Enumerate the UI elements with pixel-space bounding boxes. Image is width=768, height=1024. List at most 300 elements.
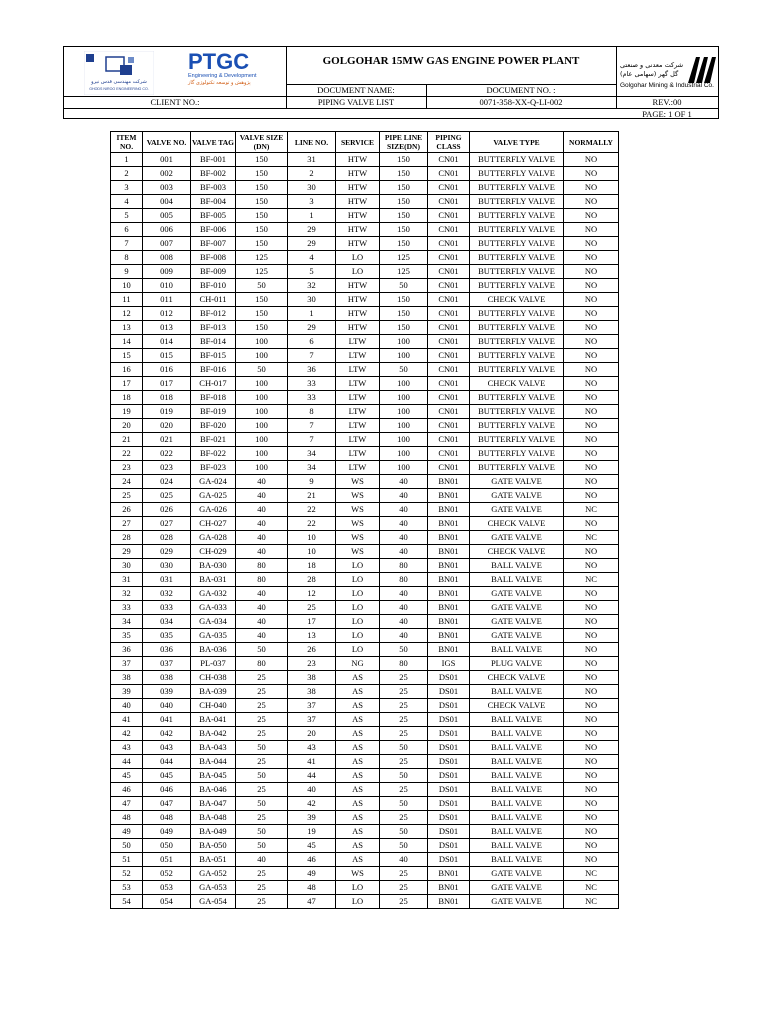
cell-valve-type: GATE VALVE [470, 531, 564, 545]
cell-normally: NO [564, 265, 619, 279]
table-row [111, 181, 619, 195]
cell-valve-type: CHECK VALVE [470, 671, 564, 685]
cell-item-no: 34 [111, 615, 143, 629]
cell-valve-size: 150 [236, 167, 288, 181]
cell-valve-tag: BA-031 [191, 573, 236, 587]
cell-normally: NO [564, 195, 619, 209]
cell-item-no: 6 [111, 223, 143, 237]
cell-valve-no: 002 [143, 167, 191, 181]
cell-valve-size: 25 [236, 811, 288, 825]
cell-valve-size: 80 [236, 573, 288, 587]
cell-piping-class: CN01 [428, 349, 470, 363]
cell-normally: NC [564, 573, 619, 587]
cell-valve-tag: PL-037 [191, 657, 236, 671]
cell-valve-type: BALL VALVE [470, 559, 564, 573]
cell-pipe-line-size: 50 [380, 363, 428, 377]
cell-valve-size: 40 [236, 853, 288, 867]
table-row [111, 433, 619, 447]
cell-valve-size: 50 [236, 741, 288, 755]
cell-normally: NO [564, 741, 619, 755]
cell-valve-size: 40 [236, 587, 288, 601]
cell-valve-no: 020 [143, 419, 191, 433]
cell-valve-size: 80 [236, 657, 288, 671]
cell-service: WS [336, 503, 380, 517]
cell-valve-no: 018 [143, 391, 191, 405]
cell-line-no: 34 [288, 461, 336, 475]
cell-item-no: 31 [111, 573, 143, 587]
cell-valve-size: 40 [236, 475, 288, 489]
cell-valve-size: 25 [236, 713, 288, 727]
cell-normally: NO [564, 685, 619, 699]
cell-valve-type: CHECK VALVE [470, 699, 564, 713]
cell-valve-tag: BA-036 [191, 643, 236, 657]
cell-pipe-line-size: 25 [380, 671, 428, 685]
cell-valve-type: BALL VALVE [470, 853, 564, 867]
cell-valve-type: BUTTERFLY VALVE [470, 167, 564, 181]
cell-normally: NC [564, 881, 619, 895]
cell-valve-tag: BA-049 [191, 825, 236, 839]
cell-valve-tag: BA-050 [191, 839, 236, 853]
cell-valve-type: BUTTERFLY VALVE [470, 265, 564, 279]
cell-valve-no: 012 [143, 307, 191, 321]
cell-valve-no: 003 [143, 181, 191, 195]
cell-piping-class: BN01 [428, 545, 470, 559]
cell-item-no: 4 [111, 195, 143, 209]
cell-service: LTW [336, 447, 380, 461]
cell-line-no: 30 [288, 293, 336, 307]
cell-normally: NO [564, 279, 619, 293]
cell-valve-tag: BA-048 [191, 811, 236, 825]
document-no-label: DOCUMENT NO. : [486, 85, 556, 95]
cell-normally: NO [564, 769, 619, 783]
cell-valve-type: CHECK VALVE [470, 377, 564, 391]
cell-piping-class: DS01 [428, 783, 470, 797]
cell-normally: NC [564, 867, 619, 881]
cell-piping-class: CN01 [428, 419, 470, 433]
cell-item-no: 52 [111, 867, 143, 881]
cell-service: AS [336, 783, 380, 797]
col-service: SERVICE [336, 132, 380, 153]
project-title: GOLGOHAR 15MW GAS ENGINE POWER PLANT [322, 55, 580, 67]
table-row [111, 741, 619, 755]
cell-item-no: 45 [111, 769, 143, 783]
cell-pipe-line-size: 25 [380, 699, 428, 713]
cell-piping-class: CN01 [428, 265, 470, 279]
cell-pipe-line-size: 40 [380, 615, 428, 629]
table-row [111, 727, 619, 741]
cell-valve-type: GATE VALVE [470, 867, 564, 881]
cell-valve-size: 100 [236, 349, 288, 363]
cell-valve-no: 028 [143, 531, 191, 545]
cell-valve-type: BALL VALVE [470, 573, 564, 587]
table-row [111, 335, 619, 349]
cell-valve-type: BUTTERFLY VALVE [470, 447, 564, 461]
cell-service: AS [336, 853, 380, 867]
cell-service: NG [336, 657, 380, 671]
cell-valve-no: 047 [143, 797, 191, 811]
table-row [111, 811, 619, 825]
cell-piping-class: BN01 [428, 517, 470, 531]
cell-piping-class: CN01 [428, 363, 470, 377]
table-row [111, 853, 619, 867]
cell-valve-type: BUTTERFLY VALVE [470, 405, 564, 419]
col-pipe-line-size: PIPE LINE SIZE(DN) [380, 132, 428, 153]
cell-valve-size: 40 [236, 615, 288, 629]
cell-piping-class: CN01 [428, 167, 470, 181]
cell-line-no: 34 [288, 447, 336, 461]
table-row [111, 307, 619, 321]
cell-valve-size: 50 [236, 363, 288, 377]
document-name: PIPING VALVE LIST [317, 97, 395, 107]
cell-valve-size: 100 [236, 405, 288, 419]
table-row [111, 461, 619, 475]
cell-item-no: 39 [111, 685, 143, 699]
cell-valve-tag: BF-023 [191, 461, 236, 475]
cell-valve-tag: BA-046 [191, 783, 236, 797]
cell-piping-class: DS01 [428, 741, 470, 755]
cell-valve-no: 025 [143, 489, 191, 503]
cell-service: WS [336, 531, 380, 545]
cell-normally: NC [564, 503, 619, 517]
cell-service: LO [336, 895, 380, 909]
cell-line-no: 33 [288, 391, 336, 405]
ptgc-subtitle: پژوهش و توسعه تکنولوژی گاز [188, 80, 251, 86]
cell-normally: NO [564, 587, 619, 601]
cell-line-no: 40 [288, 783, 336, 797]
cell-valve-tag: GA-025 [191, 489, 236, 503]
cell-valve-tag: BF-005 [191, 209, 236, 223]
cell-service: WS [336, 517, 380, 531]
cell-line-no: 37 [288, 699, 336, 713]
cell-valve-no: 014 [143, 335, 191, 349]
revision: REV.:00 [652, 97, 682, 107]
cell-pipe-line-size: 25 [380, 685, 428, 699]
cell-normally: NO [564, 335, 619, 349]
table-row [111, 195, 619, 209]
cell-normally: NO [564, 405, 619, 419]
cell-piping-class: CN01 [428, 237, 470, 251]
cell-item-no: 54 [111, 895, 143, 909]
cell-valve-no: 054 [143, 895, 191, 909]
cell-item-no: 20 [111, 419, 143, 433]
cell-valve-no: 032 [143, 587, 191, 601]
cell-normally: NO [564, 307, 619, 321]
golgohar-logo-en: Golgohar Mining & Industrial Co. [620, 82, 714, 89]
cell-valve-no: 046 [143, 783, 191, 797]
cell-service: LO [336, 573, 380, 587]
cell-piping-class: BN01 [428, 475, 470, 489]
cell-pipe-line-size: 150 [380, 195, 428, 209]
cell-valve-size: 100 [236, 391, 288, 405]
cell-valve-type: GATE VALVE [470, 489, 564, 503]
cell-line-no: 29 [288, 223, 336, 237]
cell-service: LTW [336, 391, 380, 405]
valve-list-table [110, 131, 619, 909]
cell-valve-type: GATE VALVE [470, 587, 564, 601]
cell-line-no: 39 [288, 811, 336, 825]
cell-line-no: 22 [288, 503, 336, 517]
table-row [111, 615, 619, 629]
cell-valve-no: 049 [143, 825, 191, 839]
cell-valve-tag: BF-001 [191, 153, 236, 167]
cell-valve-size: 40 [236, 517, 288, 531]
cell-pipe-line-size: 80 [380, 573, 428, 587]
cell-valve-size: 40 [236, 531, 288, 545]
cell-item-no: 48 [111, 811, 143, 825]
cell-valve-tag: BF-007 [191, 237, 236, 251]
cell-valve-type: BALL VALVE [470, 811, 564, 825]
cell-service: AS [336, 699, 380, 713]
cell-pipe-line-size: 150 [380, 321, 428, 335]
cell-valve-size: 50 [236, 279, 288, 293]
cell-service: LO [336, 615, 380, 629]
cell-valve-no: 027 [143, 517, 191, 531]
cell-valve-type: BALL VALVE [470, 783, 564, 797]
cell-valve-tag: BF-010 [191, 279, 236, 293]
cell-service: LO [336, 629, 380, 643]
cell-normally: NO [564, 727, 619, 741]
cell-item-no: 35 [111, 629, 143, 643]
cell-valve-tag: BF-020 [191, 419, 236, 433]
cell-valve-type: BALL VALVE [470, 825, 564, 839]
cell-valve-tag: BA-041 [191, 713, 236, 727]
cell-piping-class: CN01 [428, 181, 470, 195]
cell-piping-class: BN01 [428, 895, 470, 909]
table-row [111, 601, 619, 615]
cell-normally: NO [564, 223, 619, 237]
cell-valve-tag: GA-032 [191, 587, 236, 601]
cell-item-no: 50 [111, 839, 143, 853]
cell-service: LTW [336, 335, 380, 349]
cell-pipe-line-size: 150 [380, 209, 428, 223]
cell-valve-no: 045 [143, 769, 191, 783]
cell-line-no: 10 [288, 531, 336, 545]
table-row [111, 321, 619, 335]
cell-item-no: 30 [111, 559, 143, 573]
cell-service: WS [336, 545, 380, 559]
cell-piping-class: BN01 [428, 615, 470, 629]
cell-normally: NO [564, 349, 619, 363]
cell-pipe-line-size: 40 [380, 531, 428, 545]
cell-valve-tag: GA-034 [191, 615, 236, 629]
cell-valve-no: 008 [143, 251, 191, 265]
cell-piping-class: DS01 [428, 671, 470, 685]
cell-valve-tag: BF-021 [191, 433, 236, 447]
cell-service: AS [336, 797, 380, 811]
cell-service: AS [336, 713, 380, 727]
cell-valve-type: BUTTERFLY VALVE [470, 321, 564, 335]
table-row [111, 223, 619, 237]
cell-normally: NC [564, 531, 619, 545]
col-line-no: LINE NO. [288, 132, 336, 153]
cell-normally: NO [564, 181, 619, 195]
cell-line-no: 8 [288, 405, 336, 419]
table-row [111, 797, 619, 811]
cell-valve-no: 011 [143, 293, 191, 307]
cell-line-no: 29 [288, 321, 336, 335]
table-row [111, 265, 619, 279]
cell-pipe-line-size: 150 [380, 293, 428, 307]
cell-line-no: 41 [288, 755, 336, 769]
cell-pipe-line-size: 100 [380, 335, 428, 349]
cell-item-no: 38 [111, 671, 143, 685]
cell-item-no: 21 [111, 433, 143, 447]
cell-piping-class: CN01 [428, 433, 470, 447]
cell-valve-no: 001 [143, 153, 191, 167]
cell-valve-no: 013 [143, 321, 191, 335]
cell-valve-size: 100 [236, 377, 288, 391]
cell-valve-no: 053 [143, 881, 191, 895]
cell-valve-type: BALL VALVE [470, 713, 564, 727]
cell-valve-type: GATE VALVE [470, 503, 564, 517]
ghods-niroo-logo [84, 51, 154, 95]
table-row [111, 643, 619, 657]
cell-normally: NO [564, 853, 619, 867]
cell-valve-size: 100 [236, 433, 288, 447]
table-row [111, 713, 619, 727]
cell-piping-class: DS01 [428, 755, 470, 769]
cell-service: WS [336, 867, 380, 881]
cell-valve-size: 150 [236, 153, 288, 167]
cell-valve-no: 043 [143, 741, 191, 755]
cell-valve-size: 40 [236, 503, 288, 517]
cell-line-no: 7 [288, 433, 336, 447]
cell-valve-type: BUTTERFLY VALVE [470, 349, 564, 363]
cell-normally: NO [564, 517, 619, 531]
valve-rows [111, 153, 619, 909]
cell-valve-size: 50 [236, 797, 288, 811]
cell-pipe-line-size: 50 [380, 643, 428, 657]
cell-item-no: 46 [111, 783, 143, 797]
cell-valve-tag: GA-035 [191, 629, 236, 643]
cell-valve-no: 039 [143, 685, 191, 699]
table-row [111, 377, 619, 391]
cell-valve-size: 25 [236, 755, 288, 769]
cell-piping-class: CN01 [428, 251, 470, 265]
cell-line-no: 33 [288, 377, 336, 391]
cell-valve-size: 100 [236, 461, 288, 475]
cell-service: HTW [336, 209, 380, 223]
cell-service: WS [336, 475, 380, 489]
cell-line-no: 18 [288, 559, 336, 573]
cell-pipe-line-size: 50 [380, 279, 428, 293]
cell-normally: NO [564, 447, 619, 461]
cell-line-no: 6 [288, 335, 336, 349]
cell-valve-type: BUTTERFLY VALVE [470, 461, 564, 475]
cell-valve-tag: CH-027 [191, 517, 236, 531]
cell-valve-size: 80 [236, 559, 288, 573]
ptgc-logo [188, 51, 274, 95]
cell-valve-size: 50 [236, 825, 288, 839]
cell-normally: NO [564, 839, 619, 853]
cell-line-no: 28 [288, 573, 336, 587]
cell-valve-no: 006 [143, 223, 191, 237]
cell-pipe-line-size: 50 [380, 839, 428, 853]
cell-piping-class: CN01 [428, 223, 470, 237]
cell-normally: NO [564, 825, 619, 839]
cell-piping-class: DS01 [428, 699, 470, 713]
cell-valve-no: 021 [143, 433, 191, 447]
cell-service: LTW [336, 349, 380, 363]
cell-valve-size: 25 [236, 783, 288, 797]
cell-valve-type: BUTTERFLY VALVE [470, 251, 564, 265]
cell-pipe-line-size: 100 [380, 349, 428, 363]
cell-valve-tag: BA-045 [191, 769, 236, 783]
cell-service: LTW [336, 419, 380, 433]
cell-normally: NO [564, 377, 619, 391]
cell-normally: NO [564, 755, 619, 769]
cell-piping-class: DS01 [428, 811, 470, 825]
cell-normally: NO [564, 657, 619, 671]
cell-service: AS [336, 839, 380, 853]
table-row [111, 209, 619, 223]
cell-item-no: 13 [111, 321, 143, 335]
ghods-niroo-logo-fa: شرکت مهندسی قدس نیرو [91, 79, 147, 85]
cell-item-no: 1 [111, 153, 143, 167]
table-row [111, 489, 619, 503]
cell-item-no: 47 [111, 797, 143, 811]
cell-service: HTW [336, 321, 380, 335]
cell-valve-tag: BF-016 [191, 363, 236, 377]
cell-line-no: 32 [288, 279, 336, 293]
cell-pipe-line-size: 25 [380, 895, 428, 909]
cell-line-no: 23 [288, 657, 336, 671]
cell-valve-tag: GA-053 [191, 881, 236, 895]
table-row [111, 825, 619, 839]
table-row [111, 531, 619, 545]
cell-pipe-line-size: 25 [380, 713, 428, 727]
cell-line-no: 29 [288, 237, 336, 251]
cell-valve-type: BUTTERFLY VALVE [470, 307, 564, 321]
cell-valve-size: 40 [236, 629, 288, 643]
table-row [111, 769, 619, 783]
cell-valve-tag: BF-012 [191, 307, 236, 321]
cell-valve-no: 035 [143, 629, 191, 643]
ptgc-name: PTGC [188, 49, 250, 74]
table-row [111, 629, 619, 643]
table-row [111, 167, 619, 181]
cell-piping-class: CN01 [428, 195, 470, 209]
cell-piping-class: CN01 [428, 405, 470, 419]
cell-item-no: 42 [111, 727, 143, 741]
cell-valve-size: 150 [236, 223, 288, 237]
cell-line-no: 42 [288, 797, 336, 811]
cell-service: AS [336, 755, 380, 769]
cell-piping-class: DS01 [428, 839, 470, 853]
cell-valve-type: GATE VALVE [470, 601, 564, 615]
cell-normally: NO [564, 391, 619, 405]
cell-item-no: 16 [111, 363, 143, 377]
cell-piping-class: BN01 [428, 587, 470, 601]
cell-piping-class: BN01 [428, 867, 470, 881]
cell-valve-tag: BF-013 [191, 321, 236, 335]
cell-line-no: 49 [288, 867, 336, 881]
table-row [111, 783, 619, 797]
cell-line-no: 10 [288, 545, 336, 559]
cell-valve-size: 25 [236, 727, 288, 741]
cell-valve-size: 100 [236, 419, 288, 433]
cell-valve-size: 25 [236, 699, 288, 713]
table-row [111, 517, 619, 531]
cell-valve-size: 25 [236, 881, 288, 895]
cell-valve-tag: BA-042 [191, 727, 236, 741]
cell-piping-class: CN01 [428, 321, 470, 335]
cell-item-no: 19 [111, 405, 143, 419]
cell-piping-class: DS01 [428, 769, 470, 783]
cell-line-no: 22 [288, 517, 336, 531]
cell-valve-size: 150 [236, 293, 288, 307]
cell-service: HTW [336, 223, 380, 237]
